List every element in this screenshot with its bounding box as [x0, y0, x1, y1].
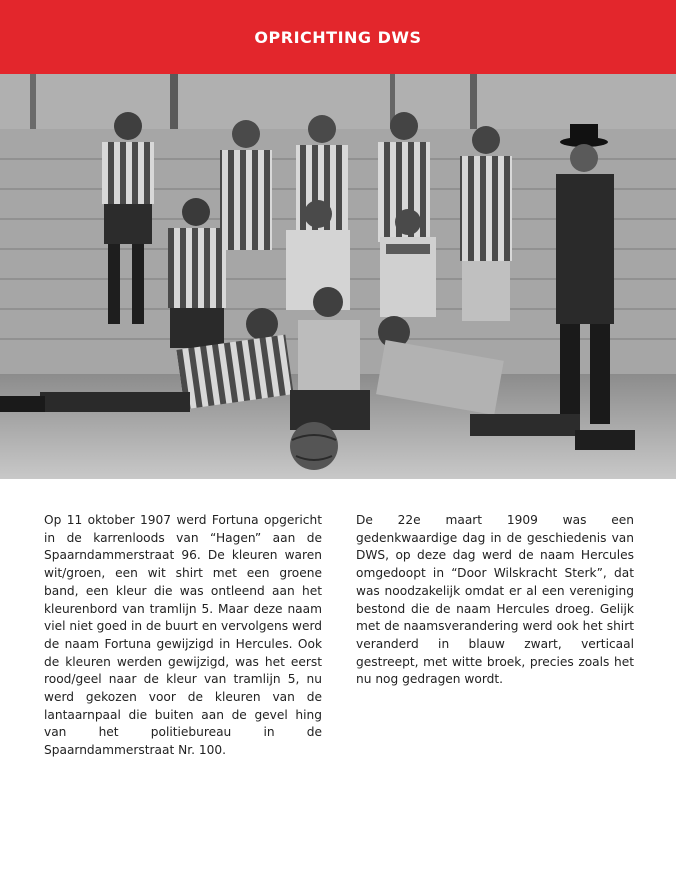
- article-column-right: De 22e maart 1909 was een gedenkwaardige dag in de geschiedenis van DWS, op deze dag werd de naam Hercules omgedoopt in “Door Wilskracht Sterk”, dat was noodzakelijk omdat er al een vereniging bestond die de naam Hercules droeg. Gelijk met de naamsverandering werd ook het shirt veranderd in blauw zwart, verticaal gestreept, met witte broek, precies zoals het nu nog gedragen wordt.: [356, 513, 634, 687]
- page-header: [0, 0, 676, 74]
- team-photo: [0, 74, 676, 479]
- article-column-left: Op 11 oktober 1907 werd Fortuna opgericht in de karrenloods van “Hagen” aan de Spaarndammerstraat 96. De kleuren waren wit/groen, een wit shirt met een groene band, een kleur die was ontleend aan het kleurenbord van tramlijn 5. Maar deze naam viel niet goed in de buurt en vervolgens werd de naam Fortuna gewijzigd in Hercules. Ook de kleuren werden gewijzigd, was het eerst rood/geel naar de kleur van tramlijn 5, nu werd gekozen voor de kleuren van de lantaarnpaal die buiten aan de gevel hing van het politiebureau in de Spaarndammerstraat Nr. 100.: [44, 513, 322, 758]
- page-title: OPRICHTING DWS: [254, 27, 422, 47]
